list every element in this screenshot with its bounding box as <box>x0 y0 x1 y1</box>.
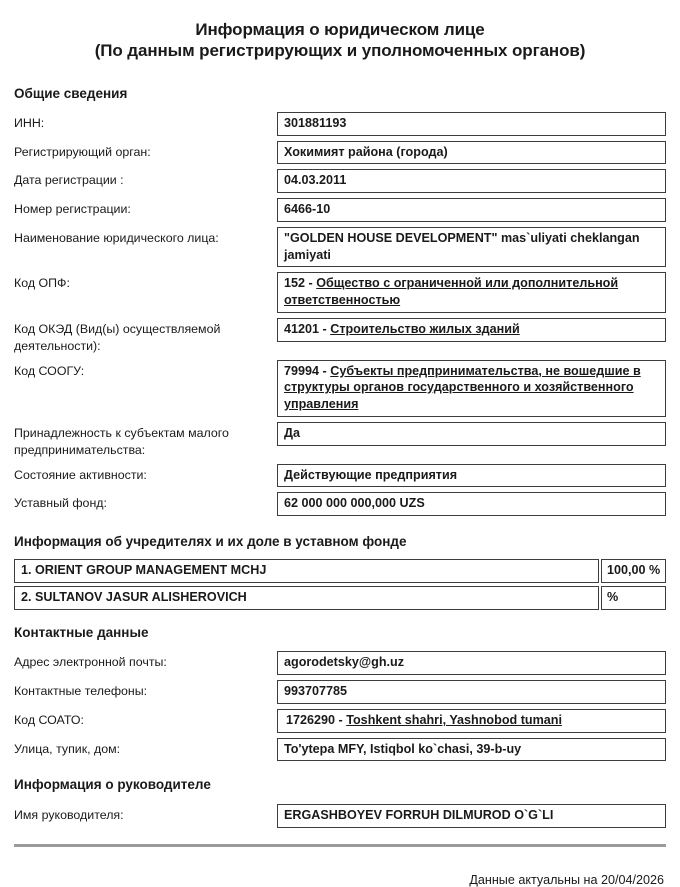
value-oked-code <box>277 318 666 342</box>
field-row-street <box>14 738 666 762</box>
value-registration-date: 04.03.2011 <box>277 169 666 193</box>
label-phone: Контактные телефоны: <box>14 684 148 699</box>
value-inn: 301881193 <box>277 112 666 136</box>
value-soogu-code <box>277 360 666 417</box>
page-title <box>14 0 666 62</box>
value-registration-number: 6466-10 <box>277 198 666 222</box>
section-heading-founders: Информация об учредителях и их доле в уставном фонде <box>14 533 407 549</box>
director-fields <box>14 804 666 828</box>
value-phone: 993707785 <box>277 680 666 704</box>
label-director-name: Имя руководителя: <box>14 807 124 822</box>
field-row-small-business <box>14 422 666 459</box>
founders-table <box>14 559 666 609</box>
founder-name: 2. SULTANOV JASUR ALISHEROVICH <box>14 586 599 610</box>
label-entity-name: Наименование юридического лица: <box>14 230 219 245</box>
label-email: Адрес электронной почты: <box>14 655 167 670</box>
opf-code-link[interactable]: Общество с ограниченной или дополнительной ответственностью <box>284 276 619 308</box>
field-row-soogu-code <box>14 360 666 417</box>
table-row <box>14 586 666 610</box>
value-street: To'ytepa MFY, Istiqbol ko`chasi, 39-b-uy <box>277 738 666 762</box>
field-row-oked-code <box>14 318 666 355</box>
value-activity-state: Действующие предприятия <box>277 464 666 488</box>
value-entity-name: "GOLDEN HOUSE DEVELOPMENT" mas`uliyati cheklangan jamiyati <box>277 227 666 267</box>
founder-share: % <box>601 586 666 610</box>
label-soato-code: Код СОАТО: <box>14 712 84 727</box>
field-row-soato-code <box>14 709 666 733</box>
section-heading-director: Информация о руководителе <box>14 777 211 793</box>
field-row-director-name <box>14 804 666 828</box>
value-small-business: Да <box>277 422 666 446</box>
contact-fields <box>14 651 666 761</box>
oked-code-link[interactable]: Строительство жилых зданий <box>330 321 520 336</box>
label-opf-code: Код ОПФ: <box>14 276 70 291</box>
value-email: agorodetsky@gh.uz <box>277 651 666 675</box>
field-row-inn <box>14 112 666 136</box>
label-activity-state: Состояние активности: <box>14 467 147 482</box>
value-opf-code <box>277 272 666 312</box>
field-row-opf-code <box>14 272 666 312</box>
field-row-charter-fund <box>14 492 666 516</box>
title-line-2: (По данным регистрирующих и уполномоченных органов) <box>94 41 586 61</box>
label-registering-body: Регистрирующий орган: <box>14 144 151 159</box>
soogu-code-number: 79994 - <box>284 363 331 378</box>
value-soato-code <box>277 709 666 733</box>
founder-share: 100,00 % <box>601 559 666 583</box>
field-row-registering-body <box>14 141 666 165</box>
label-soogu-code: Код СООГУ: <box>14 363 85 378</box>
footer-actuality-note: Данные актуальны на 20/04/2026 <box>469 872 664 887</box>
label-street: Улица, тупик, дом: <box>14 741 121 756</box>
table-row <box>14 559 666 583</box>
label-registration-date: Дата регистрации : <box>14 173 124 188</box>
section-heading-contacts: Контактные данные <box>14 624 149 640</box>
opf-code-number: 152 - <box>284 276 317 291</box>
value-director-name: ERGASHBOYEV FORRUH DILMUROD O`G`LI <box>277 804 666 828</box>
general-fields <box>14 112 666 516</box>
label-oked-code: Код ОКЭД (Вид(ы) осуществляемой деятельности): <box>14 321 221 353</box>
section-heading-general: Общие сведения <box>14 85 128 101</box>
field-row-phone <box>14 680 666 704</box>
founder-name: 1. ORIENT GROUP MANAGEMENT MCHJ <box>14 559 599 583</box>
label-registration-number: Номер регистрации: <box>14 202 131 217</box>
oked-code-number: 41201 - <box>284 321 331 336</box>
soato-code-number: 1726290 - <box>286 712 347 727</box>
label-inn: ИНН: <box>14 116 45 130</box>
label-small-business: Принадлежность к субъектам малого предпринимательства: <box>14 425 229 457</box>
field-row-registration-date <box>14 169 666 193</box>
value-charter-fund: 62 000 000 000,000 UZS <box>277 492 666 516</box>
field-row-entity-name <box>14 227 666 267</box>
title-line-1: Информация о юридическом лице <box>195 20 485 39</box>
field-row-email <box>14 651 666 675</box>
field-row-registration-number <box>14 198 666 222</box>
soato-code-link[interactable]: Toshkent shahri, Yashnobod tumani <box>346 712 562 727</box>
value-registering-body: Хокимият района (города) <box>277 141 666 165</box>
field-row-activity-state <box>14 464 666 488</box>
label-charter-fund: Уставный фонд: <box>14 496 107 511</box>
soogu-code-link[interactable]: Субъекты предпринимательства, не вошедшие в структуры органов государственного и хозяйственного управления <box>284 363 641 412</box>
